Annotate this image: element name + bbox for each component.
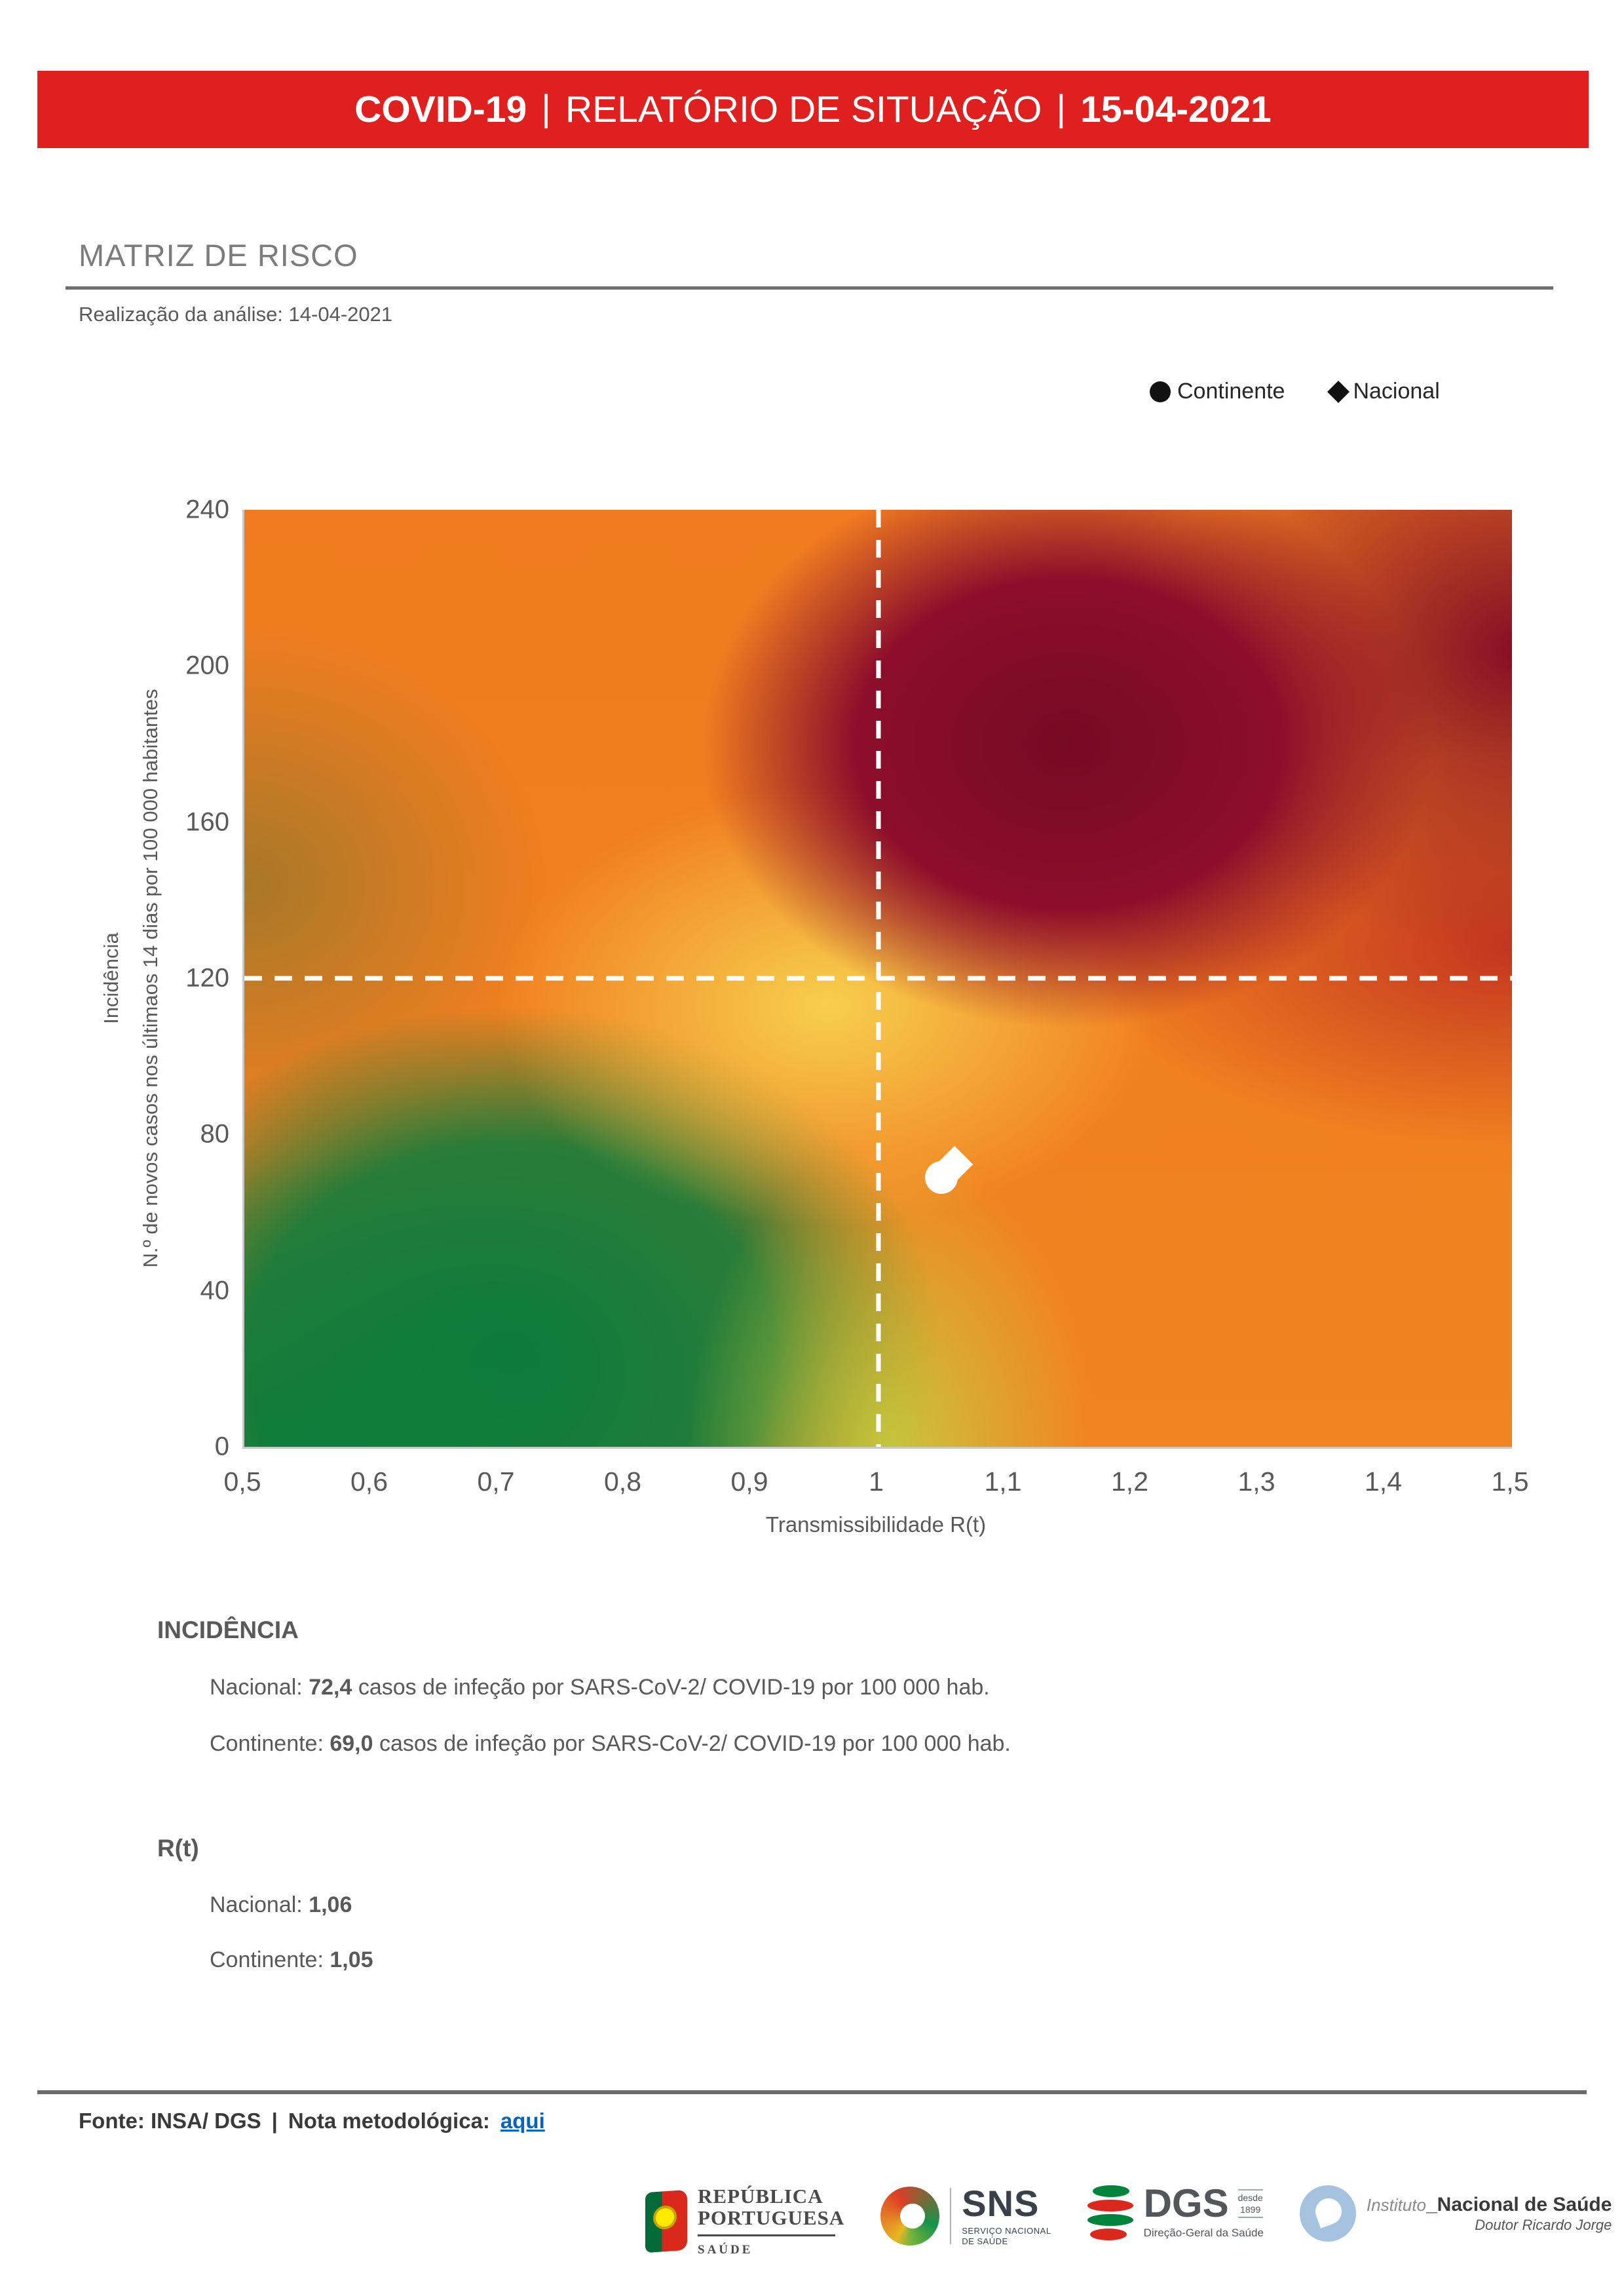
- x-axis-ticks: [223, 1466, 1529, 1506]
- banner-separator-2: |: [1056, 87, 1067, 129]
- logo-insa: [1300, 2185, 1612, 2242]
- x-tick-0,9: 0,9: [730, 1466, 768, 1497]
- y-tick-0: 0: [214, 1432, 229, 1461]
- report-banner: [37, 71, 1589, 148]
- sns-circle-icon: [880, 2187, 939, 2246]
- republica-text-block: [698, 2185, 844, 2257]
- incidence-heading: INCIDÊNCIA: [157, 1617, 299, 1643]
- insa-instituto: Instituto: [1366, 2195, 1426, 2215]
- circle-marker-icon: [1150, 381, 1171, 402]
- x-tick-1,4: 1,4: [1365, 1466, 1402, 1497]
- chart-legend: [1150, 379, 1440, 404]
- x-tick-1,1: 1,1: [984, 1466, 1022, 1497]
- republica-saude: SAÚDE: [698, 2242, 753, 2257]
- rt-nacional-value: 1,06: [309, 1892, 352, 1917]
- dgs-desde-word: desde: [1237, 2192, 1263, 2203]
- dgs-text-block: [1143, 2181, 1264, 2240]
- logo-republica-portuguesa: [645, 2185, 844, 2257]
- y-tick-200: 200: [185, 651, 229, 680]
- x-tick-1: 1: [869, 1466, 884, 1497]
- footer-nota-label: Nota metodológica:: [288, 2109, 490, 2133]
- banner-separator-1: |: [541, 87, 551, 129]
- diamond-marker-icon: [1327, 381, 1350, 403]
- footer-source-line: [79, 2109, 545, 2133]
- rt-heading: R(t): [157, 1835, 199, 1862]
- dgs-desde-year: 1899: [1240, 2204, 1261, 2215]
- analysis-date: Realização da análise: 14-04-2021: [79, 303, 393, 326]
- rt-continente-label: Continente:: [210, 1947, 330, 1972]
- republica-line2: PORTUGUESA: [698, 2206, 845, 2230]
- footer-logos: [645, 2181, 1612, 2257]
- title-rule: [66, 286, 1553, 290]
- rt-continente-line: [210, 1947, 373, 1973]
- x-tick-0,7: 0,7: [477, 1466, 515, 1497]
- legend-label-continente: Continente: [1177, 379, 1285, 404]
- plot-area: [242, 510, 1512, 1449]
- sns-small-line1: SERVIÇO NACIONAL: [962, 2226, 1051, 2236]
- page-title: MATRIZ DE RISCO: [79, 238, 358, 273]
- dgs-acronym: DGS: [1143, 2181, 1229, 2225]
- dgs-full-name: Direção-Geral da Saúde: [1143, 2227, 1264, 2239]
- x-tick-1,2: 1,2: [1111, 1466, 1148, 1497]
- sns-text-block: [962, 2185, 1051, 2248]
- incidence-continente-value: 69,0: [330, 1731, 373, 1756]
- rt-nacional-line: [210, 1892, 352, 1918]
- rt-nacional-label: Nacional:: [210, 1892, 309, 1917]
- republica-underline: [698, 2234, 835, 2236]
- x-tick-1,5: 1,5: [1491, 1466, 1529, 1497]
- dgs-leaf-icon: [1087, 2185, 1133, 2240]
- insa-doutor: Doutor Ricardo Jorge: [1475, 2216, 1612, 2233]
- y-tick-120: 120: [185, 963, 229, 993]
- y-tick-240: 240: [185, 495, 229, 524]
- incidence-nacional-rest: casos de infeção por SARS-CoV-2/ COVID-19 por 100 000 hab.: [352, 1675, 990, 1700]
- x-tick-0,8: 0,8: [604, 1466, 641, 1497]
- incidence-continente-line: [210, 1731, 1011, 1757]
- portugal-flag-icon: [645, 2190, 687, 2253]
- incidence-nacional-line: [210, 1675, 990, 1700]
- x-axis-title: Transmissibilidade R(t): [765, 1512, 987, 1537]
- incidence-nacional-value: 72,4: [309, 1675, 352, 1700]
- republica-line1: REPÚBLICA: [698, 2185, 823, 2208]
- insa-nome: Nacional de Saúde: [1437, 2194, 1612, 2216]
- legend-item-nacional: [1331, 379, 1439, 404]
- logo-sns: [880, 2185, 1051, 2248]
- logo-dgs: [1087, 2181, 1264, 2240]
- y-tick-80: 80: [200, 1119, 229, 1149]
- insa-circle-icon: [1300, 2185, 1356, 2242]
- banner-date: 15-04-2021: [1080, 88, 1272, 130]
- sns-divider: [950, 2188, 951, 2244]
- banner-report-title: RELATÓRIO DE SITUAÇÃO: [565, 88, 1042, 130]
- footer-pipe: |: [271, 2109, 278, 2133]
- data-point-continente: [925, 1161, 958, 1194]
- sns-small-line2: DE SAÚDE: [962, 2236, 1008, 2247]
- incidence-continente-rest: casos de infeção por SARS-CoV-2/ COVID-19 por 100 000 hab.: [373, 1731, 1011, 1756]
- footer-source: Fonte: INSA/ DGS: [79, 2109, 261, 2133]
- sns-acronym: SNS: [962, 2183, 1040, 2224]
- y-tick-40: 40: [200, 1276, 229, 1305]
- y-tick-160: 160: [185, 807, 229, 837]
- footer-rule: [37, 2090, 1587, 2094]
- insa-text-block: [1367, 2194, 1612, 2233]
- incidence-nacional-label: Nacional:: [210, 1675, 309, 1700]
- methodological-note-link[interactable]: aqui: [500, 2109, 545, 2133]
- banner-app-title: COVID-19: [354, 88, 527, 130]
- x-tick-1,3: 1,3: [1237, 1466, 1275, 1497]
- y-axis-title-outer: Incidência: [100, 932, 123, 1024]
- x-tick-0,5: 0,5: [223, 1466, 261, 1497]
- reference-line-incidence-120: [244, 976, 1512, 981]
- insa-underscore: _: [1426, 2194, 1437, 2216]
- y-axis-title-inner: N.º de novos casos nos últimaos 14 dias por 100 000 habitantes: [139, 689, 162, 1268]
- dgs-desde: [1238, 2189, 1263, 2218]
- legend-label-nacional: Nacional: [1353, 379, 1440, 404]
- legend-item-continente: [1150, 379, 1285, 404]
- incidence-continente-label: Continente:: [210, 1731, 330, 1756]
- rt-continente-value: 1,05: [330, 1947, 373, 1972]
- x-tick-0,6: 0,6: [350, 1466, 388, 1497]
